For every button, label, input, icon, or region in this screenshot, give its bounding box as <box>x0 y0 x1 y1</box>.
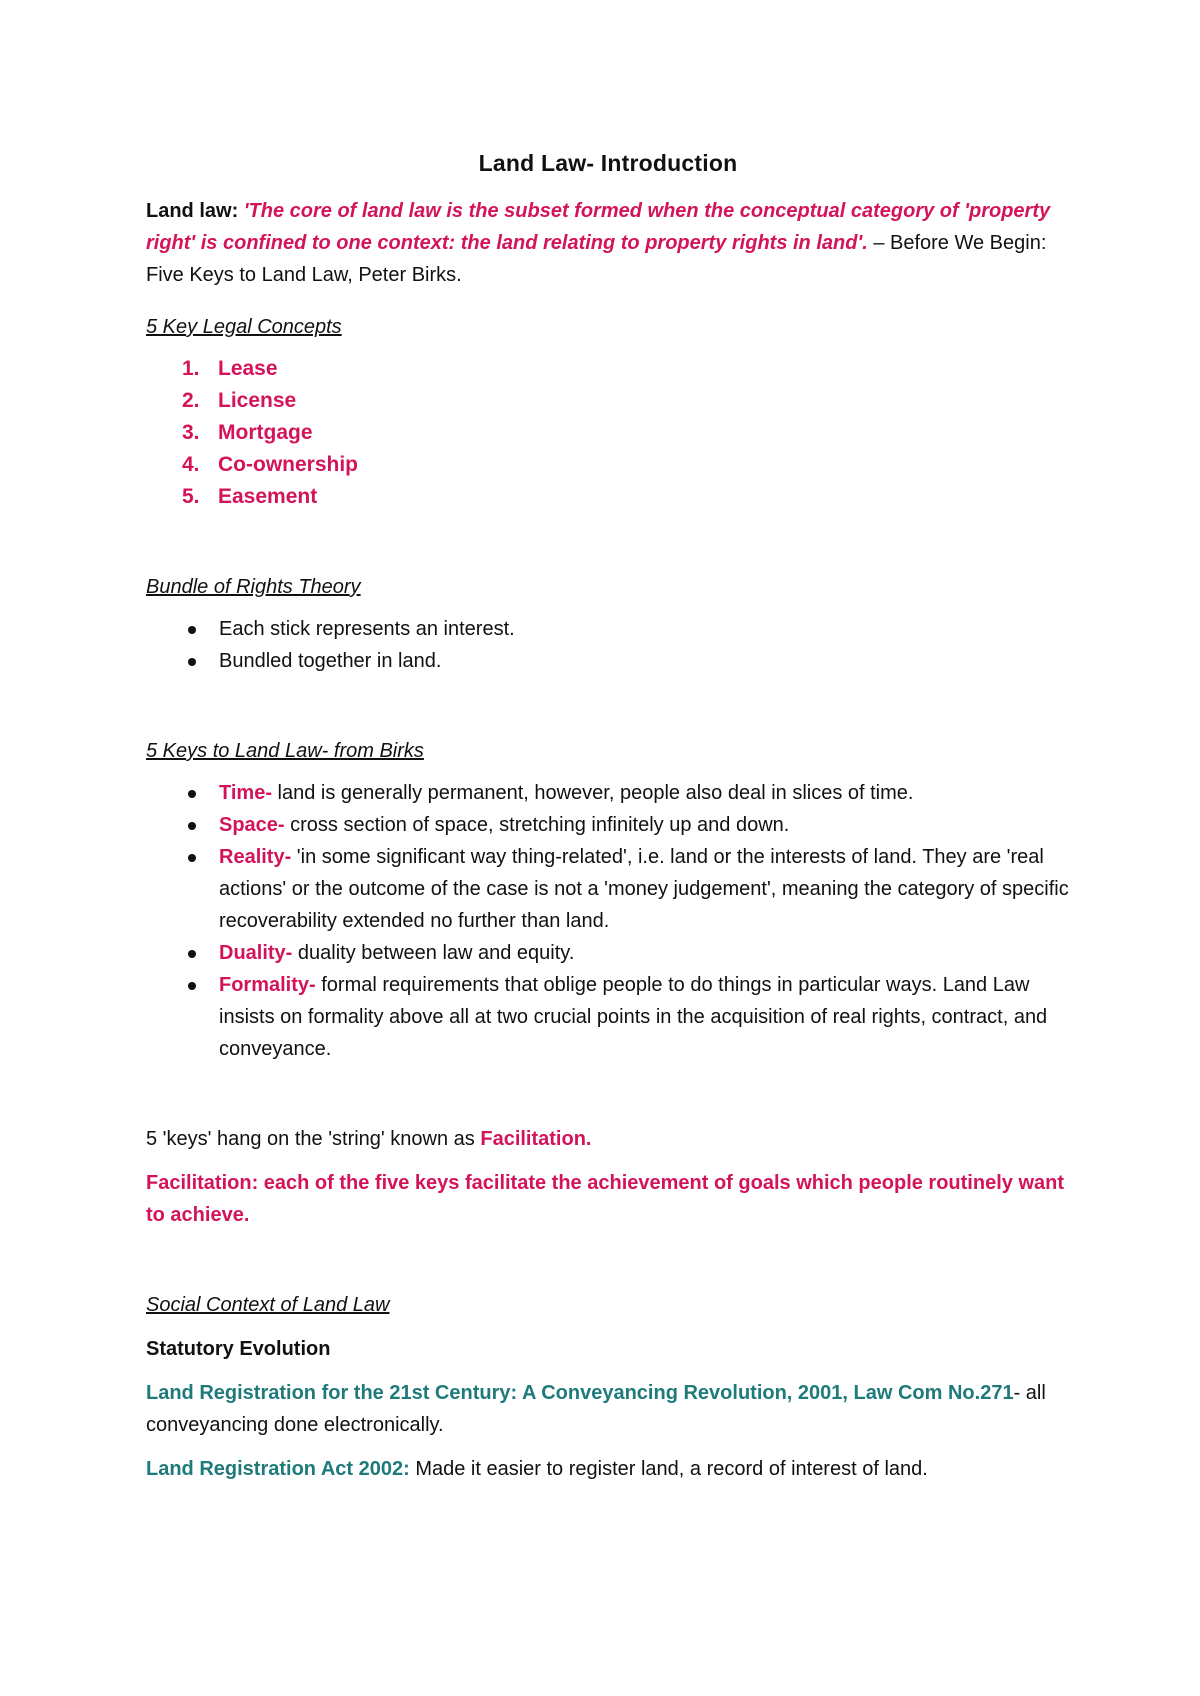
statute-term: Land Registration for the 21st Century: A Conveyancing Revolution, 2001, Law Com No.271 <box>146 1382 1014 1404</box>
concept-number: 1. <box>182 357 200 380</box>
concept-number: 5. <box>182 485 200 508</box>
five-keys-list <box>146 777 1070 1065</box>
key-text: formal requirements that oblige people to do things in particular ways. Land Law insists on formality above all at two crucial points in the acquisition of real rights, contract, and conveyance. <box>219 974 1048 1060</box>
bundle-item <box>146 645 1070 677</box>
key-term: Reality- <box>219 846 292 868</box>
statute-term: Land Registration Act 2002: <box>146 1458 410 1480</box>
key-item-space <box>146 809 1070 841</box>
concept-item-lease <box>182 353 1070 385</box>
definition-label: Land law: <box>146 200 239 222</box>
concept-label: License <box>218 389 297 412</box>
concept-label: Easement <box>218 485 318 508</box>
bundle-heading: Bundle of Rights Theory <box>146 576 361 598</box>
key-item-duality <box>146 937 1070 969</box>
bundle-item-text: Each stick represents an interest. <box>219 618 515 640</box>
bullet-icon <box>188 950 196 958</box>
key-term: Time- <box>219 782 272 804</box>
concept-label: Co-ownership <box>218 453 358 476</box>
bullet-icon <box>188 658 196 666</box>
key-text: 'in some significant way thing-related', i.e. land or the interests of land. They are 'real actions' or the outcome of the case is not a 'money judgement', meaning the category of specific recoverability extended no further than land. <box>219 846 1069 932</box>
bundle-item <box>146 613 1070 645</box>
concept-item-mortgage <box>182 417 1070 449</box>
social-heading: Social Context of Land Law <box>146 1294 390 1316</box>
bullet-icon <box>188 790 196 798</box>
definition-quote: 'The core of land law is the subset formed when the conceptual category of 'property right' is confined to one context: the land relating to property rights in land'. <box>146 200 1051 254</box>
concept-label: Lease <box>218 357 278 380</box>
key-text: cross section of space, stretching infinitely up and down. <box>284 814 790 836</box>
concept-number: 2. <box>182 389 200 412</box>
concept-item-easement <box>182 481 1070 513</box>
concept-label: Mortgage <box>218 421 313 444</box>
bullet-icon <box>188 982 196 990</box>
facilitation-intro <box>146 1123 1070 1155</box>
facilitation-term: Facilitation. <box>480 1128 592 1150</box>
bullet-icon <box>188 626 196 634</box>
definition-citation: – Before We Begin: Five Keys to Land Law, Peter Birks. <box>146 232 1047 286</box>
definition-paragraph <box>146 195 1070 291</box>
concepts-heading: 5 Key Legal Concepts <box>146 316 342 338</box>
concept-item-license <box>182 385 1070 417</box>
bullet-icon <box>188 854 196 862</box>
facilitation-intro-text: 5 'keys' hang on the 'string' known as <box>146 1128 481 1150</box>
page-title: Land Law- Introduction <box>478 150 738 176</box>
statute-text: Made it easier to register land, a record of interest of land. <box>409 1458 928 1480</box>
statute-entry-law-com <box>146 1377 1070 1441</box>
key-text: land is generally permanent, however, people also deal in slices of time. <box>271 782 914 804</box>
five-keys-heading: 5 Keys to Land Law- from Birks <box>146 740 424 762</box>
bundle-list <box>146 613 1070 677</box>
concepts-list <box>146 353 1070 513</box>
key-term: Space- <box>219 814 285 836</box>
facilitation-statement: Facilitation: each of the five keys facilitate the achievement of goals which people routinely want to achieve. <box>146 1172 1064 1226</box>
concept-item-co-ownership <box>182 449 1070 481</box>
bullet-icon <box>188 822 196 830</box>
concept-number: 3. <box>182 421 200 444</box>
statute-text: - all conveyancing done electronically. <box>146 1382 1046 1436</box>
key-item-time <box>146 777 1070 809</box>
bundle-item-text: Bundled together in land. <box>219 650 442 672</box>
statutory-subheading: Statutory Evolution <box>146 1338 331 1360</box>
key-item-formality <box>146 969 1070 1065</box>
key-item-reality <box>146 841 1070 937</box>
key-term: Formality- <box>219 974 316 996</box>
concept-number: 4. <box>182 453 200 476</box>
statute-entry-lra-2002 <box>146 1453 1070 1485</box>
key-term: Duality- <box>219 942 293 964</box>
key-text: duality between law and equity. <box>292 942 575 964</box>
